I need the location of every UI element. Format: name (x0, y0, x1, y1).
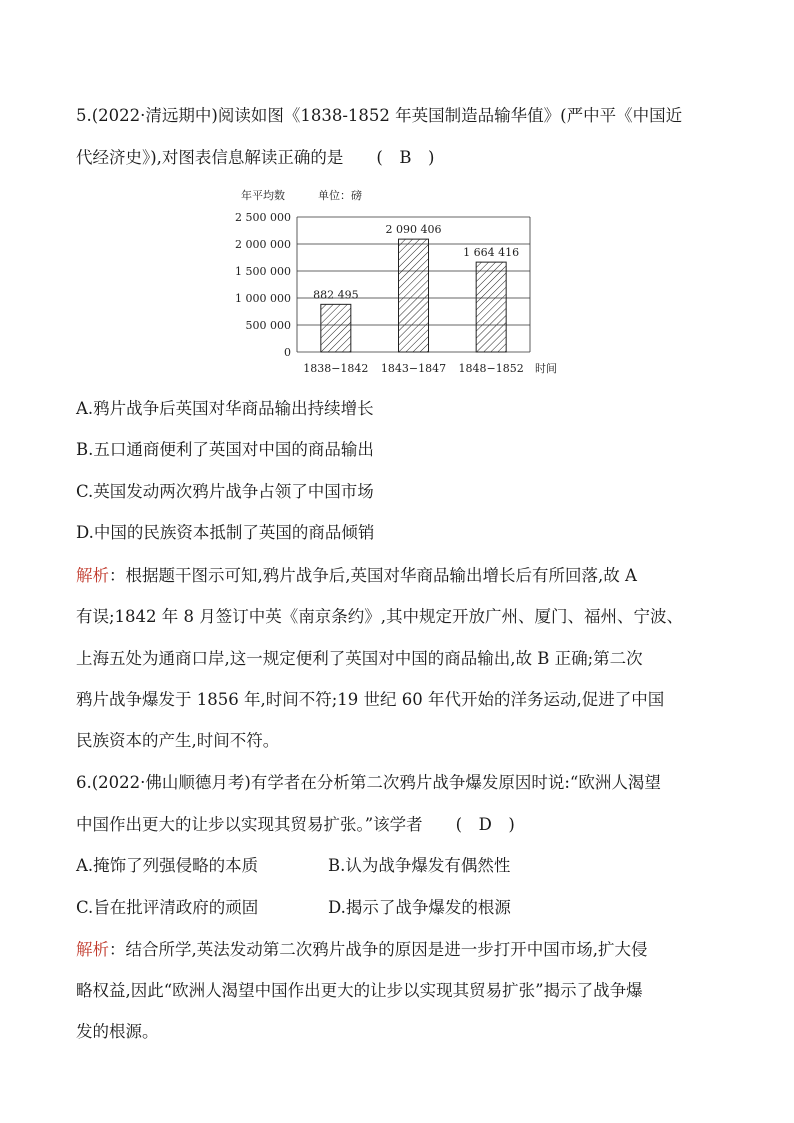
q6-stem-line-1: 6.(2022·佛山顺德月考)有学者在分析第二次鸦片战争爆发原因时说:“欧洲人渴望 (76, 773, 661, 792)
q6-analysis-label: 解析 (76, 940, 109, 959)
q5-option-b: B.五口通商便利了英国对中国的商品输出 (76, 440, 374, 459)
q6-option-d: D.揭示了战争爆发的根源 (328, 898, 511, 917)
q6-analysis-line-1 (76, 938, 648, 962)
chart-canvas (225, 186, 575, 376)
chart-y-tick-label: 500 000 (245, 319, 291, 332)
chart-bar (476, 262, 506, 352)
q5-analysis-text-1: ：根据题干图示可知,鸦片战争后,英国对华商品输出增长后有所回落,故 A (109, 566, 637, 585)
chart-y-tick-label: 2 500 000 (235, 211, 291, 224)
q6-analysis-text-1: ：结合所学,英法发动第二次鸦片战争的原因是进一步打开中国市场,扩大侵 (109, 940, 648, 959)
chart-x-tick-label: 1848−1852 (458, 362, 524, 375)
q6-option-c: C.旨在批评清政府的顽固 (76, 898, 259, 917)
q5-analysis-label: 解析 (76, 566, 109, 585)
chart-x-axis-label: 时间 (535, 362, 557, 375)
q5-stem-line-2: 代经济史》),对图表信息解读正确的是 ( B ) (76, 148, 435, 167)
q5-analysis-line-3: 上海五处为通商口岸,这一规定便利了英国对中国的商品输出,故 B 正确;第二次 (76, 649, 643, 668)
q5-analysis-line-1 (76, 564, 637, 588)
q5-option-d: D.中国的民族资本抵制了英国的商品倾销 (76, 523, 375, 542)
chart-data-label: 882 495 (313, 288, 359, 302)
chart-y-tick-label: 0 (284, 346, 291, 359)
chart-data-label: 1 664 416 (463, 246, 520, 260)
q5-analysis-line-2: 有误;1842 年 8 月签订中英《南京条约》,其中规定开放广州、厦门、福州、宁波、 (76, 607, 684, 626)
chart-x-tick-label: 1843−1847 (380, 362, 447, 375)
chart-y-tick-label: 2 000 000 (235, 238, 291, 251)
chart-bar (399, 239, 429, 352)
chart-y-tick-label: 1 000 000 (235, 292, 291, 305)
chart-y-tick-label: 1 500 000 (235, 265, 291, 278)
q5-option-a: A.鸦片战争后英国对华商品输出持续增长 (76, 399, 374, 418)
q5-bar-chart (225, 186, 575, 376)
q6-analysis-line-2: 略权益,因此“欧洲人渴望中国作出更大的让步以实现其贸易扩张”揭示了战争爆 (76, 981, 643, 1000)
q5-stem-line-1: 5.(2022·清远期中)阅读如图《1838-1852 年英国制造品输华值》(严中平《中国近 (76, 106, 683, 125)
q6-option-a: A.掩饰了列强侵略的本质 (76, 856, 259, 875)
chart-unit-label: 单位：磅 (318, 189, 362, 202)
q5-analysis-line-4: 鸦片战争爆发于 1856 年,时间不符;19 世纪 60 年代开始的洋务运动,促进了中国 (76, 690, 665, 709)
q5-option-c: C.英国发动两次鸦片战争占领了中国市场 (76, 482, 374, 501)
q5-analysis-line-5: 民族资本的产生,时间不符。 (76, 731, 280, 750)
chart-data-label: 2 090 406 (385, 223, 442, 237)
q6-stem-line-2: 中国作出更大的让步以实现其贸易扩张。”该学者 ( D ) (76, 815, 515, 834)
chart-bar (321, 304, 351, 352)
chart-x-tick-label: 1838−1842 (303, 362, 369, 375)
q6-option-b: B.认为战争爆发有偶然性 (328, 856, 511, 875)
q6-analysis-line-3: 发的根源。 (76, 1022, 159, 1041)
chart-y-title: 年平均数 (241, 189, 285, 202)
